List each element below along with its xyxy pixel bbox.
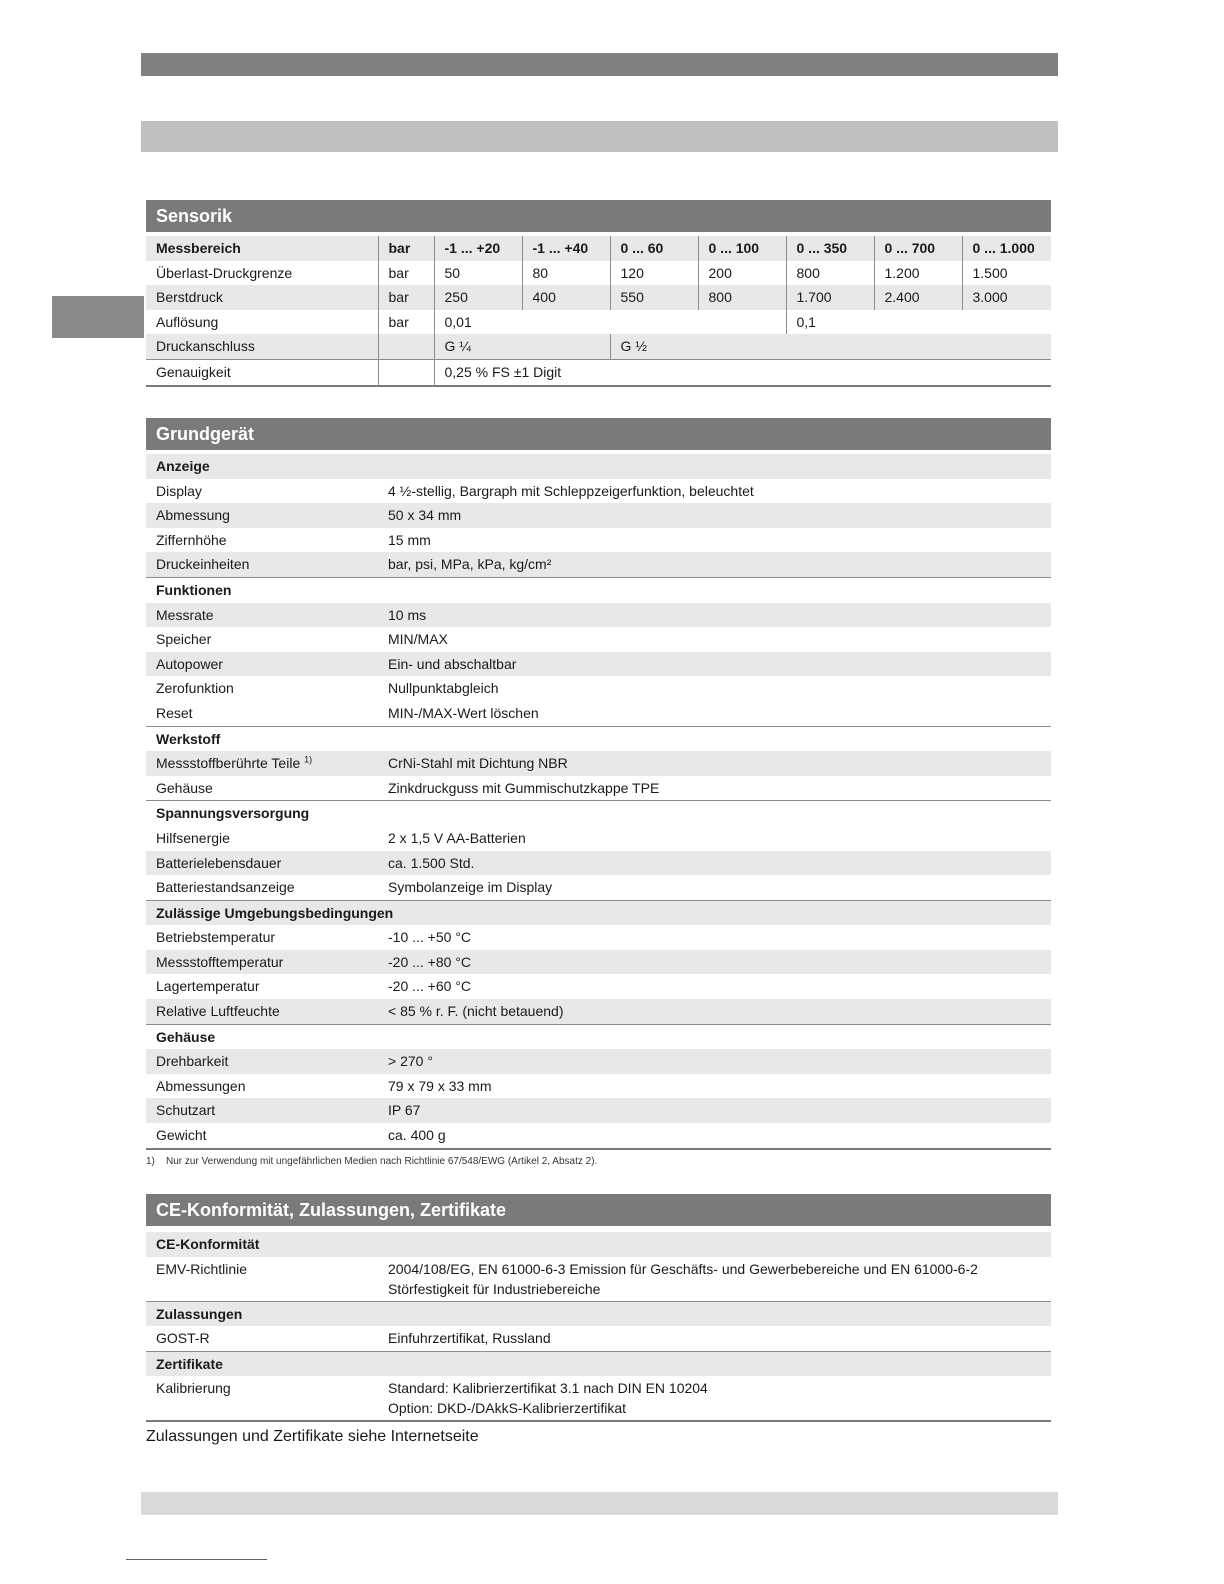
group-header (146, 1232, 1051, 1257)
certificates-note: Zulassungen und Zertifikate siehe Internetseite (146, 1428, 479, 1445)
spec-label (146, 751, 378, 776)
spec-label: Speicher (156, 631, 212, 648)
spec-row (146, 974, 1051, 999)
overload-label: Überlast-Druckgrenze (156, 264, 293, 281)
spec-value: 79 x 79 x 33 mm (388, 1077, 492, 1094)
footnote-marker: 1) (304, 754, 313, 765)
grundgeraet-title: Grundgerät (146, 418, 1051, 450)
range-cell: -1 ... +20 (434, 236, 522, 261)
spec-row (146, 479, 1051, 504)
overload-cell: 80 (522, 261, 610, 286)
overload-unit: bar (378, 261, 434, 286)
footnote-number: 1) (146, 1155, 155, 1167)
spec-value: 15 mm (388, 531, 431, 548)
burst-label: Berstdruck (146, 285, 378, 310)
spec-value: -10 ... +50 °C (388, 929, 472, 946)
accuracy-value: 0,25 % FS ±1 Digit (434, 359, 1051, 385)
range-cell: 0 ... 350 (786, 236, 874, 261)
spec-row (146, 1257, 1051, 1302)
sensorik-title: Sensorik (146, 200, 1051, 232)
spec-value: 2 x 1,5 V AA-Batterien (388, 829, 526, 846)
spec-row (146, 503, 1051, 528)
accuracy-row (146, 359, 1051, 385)
spec-row (146, 701, 1051, 726)
spec-label: Messstofftemperatur (146, 950, 378, 975)
spec-row (146, 627, 1051, 652)
spec-value: 2004/108/EG, EN 61000-6-3 Emission für Geschäfts- und Gewerbebereiche und EN 61000-6-2 Störfestigkeit für Industriebereiche (388, 1260, 978, 1297)
burst-unit: bar (378, 285, 434, 310)
group-title: Zulassungen (146, 1301, 1051, 1326)
burst-cell: 250 (434, 285, 522, 310)
spec-label: Betriebstemperatur (156, 929, 276, 946)
spec-row (146, 652, 1051, 677)
grundgeraet-table (146, 454, 1051, 1150)
spec-value: bar, psi, MPa, kPa, kg/cm² (378, 552, 1051, 577)
group-header (146, 801, 1051, 826)
range-row (146, 236, 1051, 261)
spec-row (146, 999, 1051, 1024)
spec-row (146, 1376, 1051, 1421)
spec-row (146, 776, 1051, 801)
spec-label: EMV-Richtlinie (156, 1260, 248, 1277)
resolution-label: Auflösung (156, 313, 219, 330)
spec-value-line: Option: DKD-/DAkkS-Kalibrierzertifikat (388, 1400, 627, 1417)
spec-value: 50 x 34 mm (378, 503, 1051, 528)
group-title: Gehäuse (146, 1024, 1051, 1049)
group-title: Zertifikate (146, 1351, 1051, 1376)
range-cell: 0 ... 100 (698, 236, 786, 261)
spec-value (378, 1376, 1051, 1421)
grundgeraet-section (146, 418, 1051, 1167)
spec-label: Kalibrierung (156, 1380, 231, 1397)
spec-value: Nullpunktabgleich (388, 680, 499, 697)
overload-cell: 50 (434, 261, 522, 286)
spec-value: MIN-/MAX-Wert löschen (388, 704, 539, 721)
group-title: Funktionen (146, 577, 1051, 602)
spec-row (146, 552, 1051, 577)
overload-cell: 120 (610, 261, 698, 286)
spec-row (146, 950, 1051, 975)
burst-cell: 400 (522, 285, 610, 310)
spec-row (146, 851, 1051, 876)
spec-label: Ziffernhöhe (156, 531, 227, 548)
range-cell: 0 ... 60 (610, 236, 698, 261)
ce-table (146, 1232, 1051, 1422)
connection-unit (378, 334, 434, 359)
spec-value: ca. 400 g (388, 1127, 446, 1144)
overload-row (146, 261, 1051, 286)
spec-row (146, 676, 1051, 701)
spec-value: 4 ½-stellig, Bargraph mit Schleppzeigerfunktion, beleuchtet (388, 482, 754, 499)
group-title: Spannungsversorgung (146, 801, 1051, 826)
spec-value: Symbolanzeige im Display (388, 879, 553, 896)
spec-value: < 85 % r. F. (nicht betauend) (378, 999, 1051, 1024)
connection-label: Druckanschluss (146, 334, 378, 359)
range-cell: -1 ... +40 (522, 236, 610, 261)
spec-label: Hilfsenergie (156, 829, 230, 846)
spec-row (146, 751, 1051, 776)
burst-cell: 1.700 (786, 285, 874, 310)
spec-label: Zerofunktion (156, 680, 234, 697)
burst-cell: 800 (698, 285, 786, 310)
spec-row (146, 1074, 1051, 1099)
range-unit: bar (378, 236, 434, 261)
group-title: Anzeige (146, 454, 1051, 479)
footer-band (141, 1492, 1058, 1515)
range-label: Messbereich (146, 236, 378, 261)
spec-label: Gehäuse (156, 779, 213, 796)
group-header (146, 454, 1051, 479)
sensorik-section (146, 200, 1051, 387)
group-header (146, 726, 1051, 751)
burst-cell: 3.000 (962, 285, 1051, 310)
connection-value-a: G ¼ (434, 334, 610, 359)
footer-link-line (126, 1559, 267, 1560)
spec-value: 10 ms (378, 603, 1051, 628)
group-header (146, 900, 1051, 925)
connection-value-b: G ½ (610, 334, 1051, 359)
header-band (141, 53, 1058, 76)
spec-row (146, 1123, 1051, 1149)
spec-value: IP 67 (378, 1098, 1051, 1123)
spec-label: Autopower (146, 652, 378, 677)
group-title: Zulässige Umgebungsbedingungen (146, 900, 1051, 925)
spec-label: Messrate (146, 603, 378, 628)
spec-label: Abmessungen (156, 1077, 246, 1094)
footnote-text: Nur zur Verwendung mit ungefährlichen Medien nach Richtlinie 67/548/EWG (Artikel 2, Absatz 2). (166, 1155, 598, 1167)
spec-label-text: Messstoffberührte Teile (156, 755, 301, 772)
spec-row (146, 1098, 1051, 1123)
sensorik-table (146, 236, 1051, 387)
spec-label: Batterielebensdauer (146, 851, 378, 876)
footnote (146, 1156, 1051, 1167)
range-cell: 0 ... 1.000 (962, 236, 1051, 261)
spec-value: Ein- und abschaltbar (378, 652, 1051, 677)
spec-value: MIN/MAX (388, 631, 448, 648)
spec-label: Lagertemperatur (156, 978, 260, 995)
spec-row (146, 875, 1051, 900)
spec-label: Druckeinheiten (146, 552, 378, 577)
group-title: Werkstoff (146, 726, 1051, 751)
spec-row (146, 528, 1051, 553)
spec-label: Gewicht (156, 1127, 207, 1144)
group-header (146, 577, 1051, 602)
overload-cell: 1.500 (962, 261, 1051, 286)
subheader-band (141, 121, 1058, 152)
ce-title: CE-Konformität, Zulassungen, Zertifikate (146, 1194, 1051, 1226)
spec-label: Reset (156, 704, 193, 721)
spec-label: Batteriestandsanzeige (156, 879, 295, 896)
spec-row (146, 1326, 1051, 1351)
overload-cell: 200 (698, 261, 786, 286)
spec-value: CrNi-Stahl mit Dichtung NBR (378, 751, 1051, 776)
spec-label: Schutzart (146, 1098, 378, 1123)
accuracy-label: Genauigkeit (156, 363, 231, 380)
group-header (146, 1351, 1051, 1376)
resolution-unit: bar (378, 310, 434, 335)
side-tab-marker (52, 296, 144, 338)
group-header (146, 1024, 1051, 1049)
accuracy-unit (378, 359, 434, 385)
spec-label: Drehbarkeit (146, 1049, 378, 1074)
burst-cell: 550 (610, 285, 698, 310)
resolution-value-b: 0,1 (786, 310, 1051, 335)
burst-row (146, 285, 1051, 310)
spec-value: ca. 1.500 Std. (378, 851, 1051, 876)
spec-value: Einfuhrzertifikat, Russland (388, 1330, 551, 1347)
spec-label: Display (156, 482, 202, 499)
ce-section (146, 1194, 1051, 1422)
resolution-row (146, 310, 1051, 335)
group-header (146, 1301, 1051, 1326)
spec-value: > 270 ° (378, 1049, 1051, 1074)
connection-row (146, 334, 1051, 359)
resolution-value-a: 0,01 (434, 310, 786, 335)
spec-row (146, 603, 1051, 628)
spec-row (146, 1049, 1051, 1074)
burst-cell: 2.400 (874, 285, 962, 310)
spec-row (146, 925, 1051, 950)
spec-value: -20 ... +80 °C (378, 950, 1051, 975)
overload-cell: 1.200 (874, 261, 962, 286)
overload-cell: 800 (786, 261, 874, 286)
range-cell: 0 ... 700 (874, 236, 962, 261)
spec-value: Zinkdruckguss mit Gummischutzkappe TPE (388, 779, 660, 796)
spec-label: Relative Luftfeuchte (146, 999, 378, 1024)
spec-value: -20 ... +60 °C (388, 978, 472, 995)
spec-label: GOST-R (156, 1330, 210, 1347)
spec-label: Abmessung (146, 503, 378, 528)
spec-value-line: Standard: Kalibrierzertifikat 3.1 nach DIN EN 10204 (388, 1380, 708, 1397)
group-title: CE-Konformität (146, 1232, 1051, 1257)
spec-row (146, 826, 1051, 851)
